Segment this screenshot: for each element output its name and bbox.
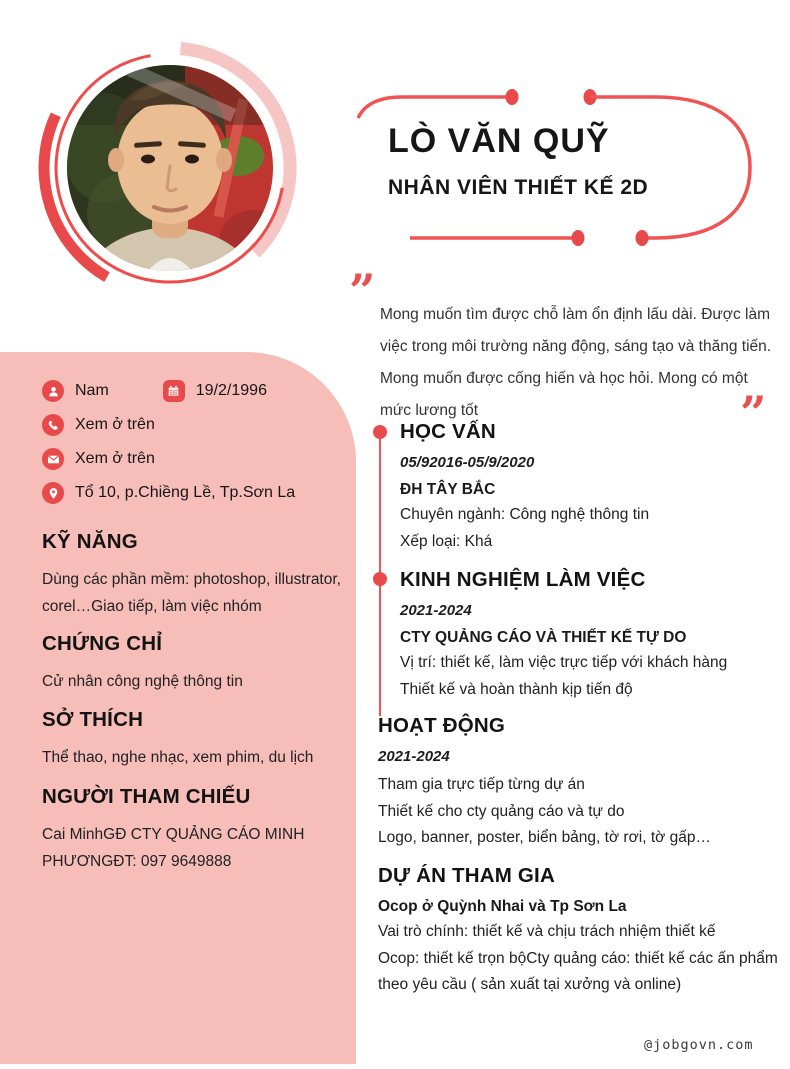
experience-company: CTY QUẢNG CÁO VÀ THIẾT KẾ TỰ DO [400, 629, 687, 646]
projects-subtitle: Ocop ở Quỳnh Nhai và Tp Sơn La [378, 898, 627, 915]
references-title: NGƯỜI THAM CHIẾU [42, 785, 251, 808]
projects-title: DỰ ÁN THAM GIA [378, 864, 555, 887]
header-frame-decoration [350, 80, 790, 250]
education-school: ĐH TÂY BẮC [400, 481, 496, 498]
contact-row-gender-birthday [42, 380, 342, 402]
certificates-title: CHỨNG CHỈ [42, 632, 163, 655]
career-objective: Mong muốn tìm được chỗ làm ổn định lấu dài. Được làm việc trong môi trường năng động, sáng tạo và thăng tiến. Mong muốn được cống hiến và học hỏi. Mong có một mức lương tốt [380, 306, 772, 419]
gender-value: Nam [75, 382, 109, 399]
contact-info [42, 380, 342, 516]
candidate-job-title: NHÂN VIÊN THIẾT KẾ 2D [388, 176, 649, 199]
projects-line: Ocop: thiết kế trọn bộCty quảng cáo: thiết kế các ấn phẩm theo yêu cầu ( sản xuất tại xưởng và online) [378, 949, 778, 993]
section-projects [378, 864, 778, 999]
envelope-icon [42, 448, 64, 470]
person-icon [42, 380, 64, 402]
watermark: @jobgovn.com [644, 1037, 754, 1053]
references-body: Cai MinhGĐ CTY QUẢNG CÁO MINH PHƯƠNGĐT: 097 9649888 [42, 826, 305, 870]
education-line: Xếp loại: Khá [400, 532, 493, 550]
calendar-icon [163, 380, 185, 402]
activities-line: Thiết kế cho cty quảng cáo và tự do [378, 802, 625, 820]
contact-row-email [42, 448, 342, 470]
phone-value: Xem ở trên [75, 416, 155, 433]
email-value: Xem ở trên [75, 450, 155, 467]
hobbies-body: Thể thao, nghe nhạc, xem phim, du lịch [42, 749, 314, 766]
activities-title: HOẠT ĐỘNG [378, 714, 506, 737]
education-line: Chuyên ngành: Công nghệ thông tin [400, 506, 650, 523]
section-references [42, 785, 342, 875]
section-activities [378, 714, 778, 852]
activities-line: Logo, banner, poster, biển bảng, tờ rơi, tờ gấp… [378, 829, 711, 846]
experience-period: 2021-2024 [400, 602, 472, 619]
address-value: Tổ 10, p.Chiềng Lề, Tp.Sơn La [75, 484, 296, 501]
sidebar [0, 352, 356, 1064]
contact-row-address [42, 482, 342, 504]
section-certificates [42, 632, 342, 695]
skills-title: KỸ NĂNG [42, 530, 138, 553]
quote-close-icon: ” [740, 386, 767, 440]
section-skills [42, 530, 342, 620]
certificates-body: Cử nhân công nghệ thông tin [42, 673, 243, 690]
contact-row-phone [42, 414, 342, 436]
location-pin-icon [42, 482, 64, 504]
hobbies-title: SỞ THÍCH [42, 708, 144, 731]
birthday-value: 19/2/1996 [195, 382, 267, 399]
candidate-name: LÒ VĂN QUỸ [388, 122, 610, 160]
section-hobbies [42, 708, 342, 771]
activities-period: 2021-2024 [378, 748, 450, 765]
skills-body: Dùng các phần mềm: photoshop, illustrator, corel…Giao tiếp, làm việc nhóm [42, 571, 341, 615]
experience-title: KINH NGHIỆM LÀM VIỆC [400, 568, 646, 591]
profile-photo [30, 38, 320, 318]
experience-line: Vị trí: thiết kế, làm việc trực tiếp với khách hàng [400, 654, 728, 671]
projects-line: Vai trò chính: thiết kế và chịu trách nhiệm thiết kế [378, 923, 716, 940]
section-experience [378, 568, 778, 703]
section-education [378, 420, 778, 555]
education-period: 05/92016-05/9/2020 [400, 454, 535, 471]
activities-line: Tham gia trực tiếp từng dự án [378, 776, 585, 793]
phone-icon [42, 414, 64, 436]
experience-line: Thiết kế và hoàn thành kịp tiến độ [400, 680, 633, 698]
education-title: HỌC VẤN [400, 420, 496, 443]
quote-open-icon: ” [349, 264, 376, 318]
